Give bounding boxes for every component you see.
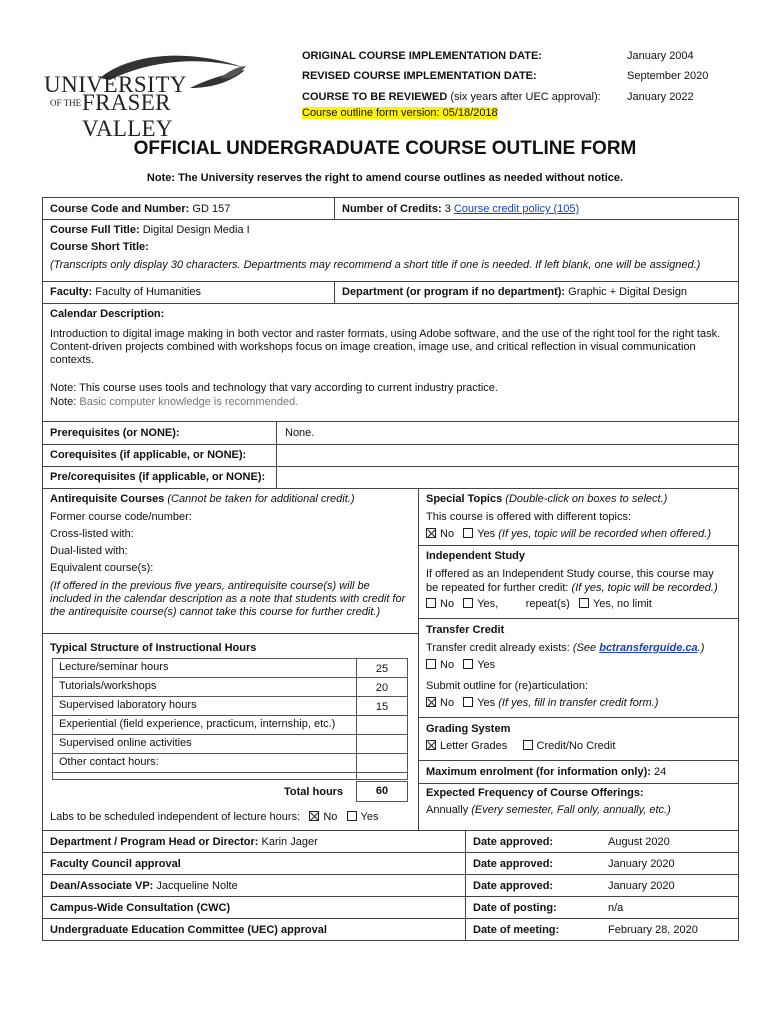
checkbox-empty-icon[interactable] bbox=[463, 528, 473, 538]
approval-date-value: January 2020 bbox=[608, 880, 675, 892]
review-date-label: COURSE TO BE REVIEWED bbox=[302, 91, 448, 103]
approval-label: Department / Program Head or Director: Karin Jager bbox=[50, 836, 318, 848]
independent-study-line1: If offered as an Independent Study course, this course may bbox=[426, 568, 714, 580]
faculty: Faculty: Faculty of Humanities bbox=[50, 286, 202, 298]
hours-row-other-extended bbox=[52, 772, 357, 780]
approval-divider bbox=[42, 896, 739, 897]
calendar-description-label: Calendar Description: bbox=[50, 308, 165, 320]
independent-study-options: No Yes, repeat(s) Yes, no limit bbox=[426, 598, 652, 610]
logo-line-of-the: OF THE bbox=[50, 98, 82, 108]
precorequisites-label: Pre/corequisites (if applicable, or NONE): bbox=[50, 471, 266, 483]
special-topics-title: Special Topics (Double-click on boxes to select.) bbox=[426, 493, 668, 505]
checkbox-empty-icon[interactable] bbox=[426, 659, 436, 669]
former-course-label: Former course code/number: bbox=[50, 511, 192, 523]
bctransferguide-link[interactable]: bctransferguide.ca bbox=[599, 642, 698, 654]
hours-row-value[interactable]: 25 bbox=[356, 658, 408, 678]
checkbox-empty-icon[interactable] bbox=[426, 598, 436, 608]
grading-options: Letter Grades Credit/No Credit bbox=[426, 740, 615, 752]
independent-study-line2: be repeated for further credit: (If yes, topic will be recorded.) bbox=[426, 582, 718, 594]
knowledge-note: Note: Basic computer knowledge is recommended. bbox=[50, 396, 299, 408]
original-date-label: ORIGINAL COURSE IMPLEMENTATION DATE: bbox=[302, 50, 542, 62]
approval-date-label: Date of posting: bbox=[473, 902, 557, 914]
checkbox-empty-icon[interactable] bbox=[523, 740, 533, 750]
credits: Number of Credits: 3 Course credit policy (105) bbox=[342, 203, 580, 215]
labs-line: Labs to be scheduled independent of lecture hours: No Yes bbox=[50, 811, 379, 823]
approval-divider bbox=[42, 852, 739, 853]
short-title-note: (Transcripts only display 30 characters. Departments may recommend a short title if one is needed. If left blank, one will be assigned.) bbox=[50, 259, 701, 271]
checkbox-empty-icon[interactable] bbox=[579, 598, 589, 608]
cross-listed-label: Cross-listed with: bbox=[50, 528, 134, 540]
approval-label: Faculty Council approval bbox=[50, 858, 181, 870]
frequency-value: Annually (Every semester, Fall only, annually, etc.) bbox=[426, 804, 671, 816]
course-full-title: Course Full Title: Digital Design Media I bbox=[50, 224, 250, 236]
calendar-description-text: Introduction to digital image making in both vector and raster formats, using Adobe software, and the use of the right tool for the right task. Content-driven projects combined with workshops focus on image creation, image use, and critical reflection in visual communication contexts. bbox=[50, 328, 721, 366]
checkbox-checked-icon[interactable] bbox=[426, 528, 436, 538]
hours-row-label: Supervised online activities bbox=[52, 734, 357, 754]
prerequisites-label: Prerequisites (or NONE): bbox=[50, 427, 180, 439]
hours-title: Typical Structure of Instructional Hours bbox=[50, 642, 257, 654]
hours-row-label: Lecture/seminar hours bbox=[52, 658, 357, 678]
amend-notice: Note: The University reserves the right to amend course outlines as needed without notice. bbox=[146, 172, 624, 184]
logo-line-university: UNIVERSITY bbox=[44, 72, 187, 97]
hours-row-value[interactable] bbox=[356, 753, 408, 773]
credit-policy-link[interactable]: Course credit policy (105) bbox=[453, 203, 580, 215]
university-logo bbox=[40, 48, 250, 141]
hours-row-value[interactable]: 15 bbox=[356, 696, 408, 716]
submit-outline-line: Submit outline for (re)articulation: bbox=[426, 680, 589, 692]
approval-label: Dean/Associate VP: Jacqueline Nolte bbox=[50, 880, 238, 892]
antirequisite-title: Antirequisite Courses (Cannot be taken for additional credit.) bbox=[50, 493, 355, 505]
revised-date-label: REVISED COURSE IMPLEMENTATION DATE: bbox=[302, 70, 537, 82]
checkbox-checked-icon[interactable] bbox=[426, 697, 436, 707]
special-topics-options: No Yes (If yes, topic will be recorded when offered.) bbox=[426, 528, 711, 540]
approval-date-label: Date approved: bbox=[473, 858, 554, 870]
approval-date-value: n/a bbox=[608, 902, 624, 914]
checkbox-checked-icon[interactable] bbox=[309, 811, 319, 821]
approval-date-label: Date approved: bbox=[473, 836, 554, 848]
form-version: Course outline form version: 05/18/2018 bbox=[302, 107, 498, 119]
approval-divider bbox=[42, 874, 739, 875]
dual-listed-label: Dual-listed with: bbox=[50, 545, 128, 557]
review-date-value: January 2022 bbox=[627, 91, 694, 103]
approval-label: Undergraduate Education Committee (UEC) approval bbox=[50, 924, 327, 936]
checkbox-empty-icon[interactable] bbox=[347, 811, 357, 821]
checkbox-empty-icon[interactable] bbox=[463, 598, 473, 608]
independent-study-title: Independent Study bbox=[426, 550, 525, 562]
equivalent-course-label: Equivalent course(s): bbox=[50, 562, 154, 574]
original-date-value: January 2004 bbox=[627, 50, 694, 62]
total-hours-label: Total hours bbox=[284, 786, 344, 798]
checkbox-checked-icon[interactable] bbox=[426, 740, 436, 750]
hours-row-label: Tutorials/workshops bbox=[52, 677, 357, 697]
total-hours-value: 60 bbox=[356, 781, 408, 802]
department: Department (or program if no department): Graphic + Digital Design bbox=[342, 286, 688, 298]
max-enrolment: Maximum enrolment (for information only): 24 bbox=[426, 766, 667, 778]
hours-row-value[interactable] bbox=[356, 715, 408, 735]
transfer-exists-options: No Yes bbox=[426, 659, 495, 671]
hours-row-value[interactable] bbox=[356, 734, 408, 754]
approval-date-value: January 2020 bbox=[608, 858, 675, 870]
hours-row-value[interactable]: 20 bbox=[356, 677, 408, 697]
checkbox-empty-icon[interactable] bbox=[463, 659, 473, 669]
corequisites-label: Corequisites (if applicable, or NONE): bbox=[50, 449, 247, 461]
transfer-credit-title: Transfer Credit bbox=[426, 624, 505, 636]
submit-outline-options: No Yes (If yes, fill in transfer credit form.) bbox=[426, 697, 658, 709]
page-title: OFFICIAL UNDERGRADUATE COURSE OUTLINE FORM bbox=[133, 138, 637, 159]
review-date-note: (six years after UEC approval): bbox=[447, 91, 601, 103]
review-date-line bbox=[302, 91, 601, 103]
checkbox-empty-icon[interactable] bbox=[463, 697, 473, 707]
antirequisite-note: (If offered in the previous five years, antirequisite course(s) will be included in the calendar description as a note that students with credit for the antirequisite course(s) cannot take this course for further credit.) bbox=[50, 580, 406, 618]
course-code: Course Code and Number: GD 157 bbox=[50, 203, 231, 215]
tools-note: Note: This course uses tools and technology that vary according to current industry practice. bbox=[50, 382, 498, 394]
prerequisites-value: None. bbox=[285, 427, 315, 439]
hours-row-other-value-extended bbox=[356, 772, 408, 780]
approval-date-label: Date of meeting: bbox=[473, 924, 560, 936]
approval-date-label: Date approved: bbox=[473, 880, 554, 892]
logo-line-fraser-valley: FRASER VALLEY bbox=[82, 90, 173, 141]
special-topics-line: This course is offered with different topics: bbox=[426, 511, 632, 523]
transfer-exists-line: Transfer credit already exists: (See bctransferguide.ca.) bbox=[426, 642, 705, 654]
hours-row-label: Experiential (field experience, practicum, internship, etc.) bbox=[52, 715, 357, 735]
course-short-title-label: Course Short Title: bbox=[50, 241, 149, 253]
approval-divider bbox=[42, 918, 739, 919]
grading-system-title: Grading System bbox=[426, 723, 511, 735]
approval-date-value: February 28, 2020 bbox=[608, 924, 698, 936]
hours-row-label: Supervised laboratory hours bbox=[52, 696, 357, 716]
approval-date-value: August 2020 bbox=[608, 836, 670, 848]
approval-label: Campus-Wide Consultation (CWC) bbox=[50, 902, 231, 914]
hours-row-label: Other contact hours: bbox=[52, 753, 357, 773]
revised-date-value: September 2020 bbox=[627, 70, 709, 82]
frequency-label: Expected Frequency of Course Offerings: bbox=[426, 787, 644, 799]
